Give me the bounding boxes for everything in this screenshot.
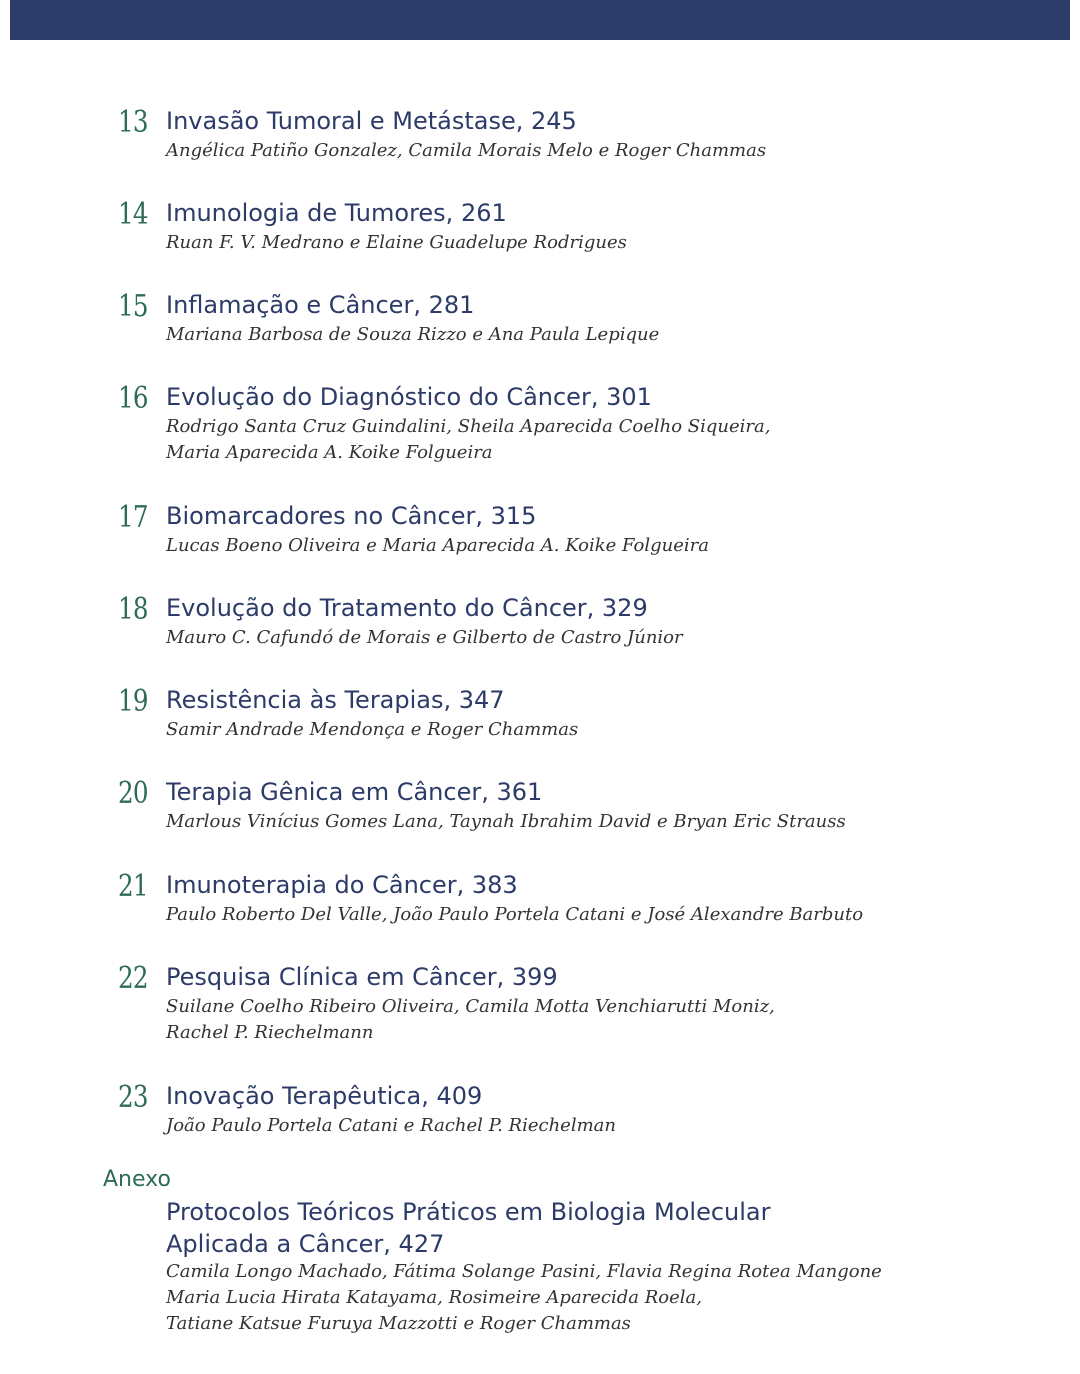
author-line: Rachel P. Riechelmann — [166, 1022, 374, 1043]
chapter-title: Terapia Gênica em Câncer, 361 — [166, 778, 543, 806]
chapter-title: Biomarcadores no Câncer, 315 — [166, 502, 537, 530]
author-line: Marlous Vinícius Gomes Lana, Taynah Ibrahim David e Bryan Eric Strauss — [166, 811, 846, 832]
chapter-number: 14 — [118, 197, 148, 232]
chapter-number: 15 — [118, 289, 148, 324]
chapter-title: Pesquisa Clínica em Câncer, 399 — [166, 963, 558, 991]
author-line: Lucas Boeno Oliveira e Maria Aparecida A. Koike Folgueira — [166, 535, 710, 556]
chapter-title: Evolução do Diagnóstico do Câncer, 301 — [166, 383, 652, 411]
chapter-authors — [166, 533, 709, 559]
chapter-authors — [166, 1113, 616, 1139]
author-line: Angélica Patiño Gonzalez, Camila Morais Melo e Roger Chammas — [166, 140, 767, 161]
chapter-number: 21 — [118, 869, 148, 904]
chapter-number: 18 — [118, 592, 148, 627]
chapter-title: Inovação Terapêutica, 409 — [166, 1082, 483, 1110]
annex-label: Anexo — [103, 1167, 171, 1192]
annex-authors — [166, 1259, 882, 1337]
author-line: Samir Andrade Mendonça e Roger Chammas — [166, 719, 579, 740]
chapter-authors — [166, 809, 846, 835]
chapter-number: 22 — [118, 961, 148, 996]
chapter-authors — [166, 230, 627, 256]
chapter-authors — [166, 322, 659, 348]
author-line: Paulo Roberto Del Valle, João Paulo Portela Catani e José Alexandre Barbuto — [166, 904, 864, 925]
chapter-authors — [166, 625, 683, 651]
annex-title[interactable] — [166, 1196, 770, 1260]
author-line: Mariana Barbosa de Souza Rizzo e Ana Paula Lepique — [166, 324, 660, 345]
chapter-number: 13 — [118, 105, 148, 140]
chapter-authors — [166, 717, 578, 743]
chapter-title: Inflamação e Câncer, 281 — [166, 291, 475, 319]
author-line: João Paulo Portela Catani e Rachel P. Riechelman — [166, 1115, 616, 1136]
author-line: Rodrigo Santa Cruz Guindalini, Sheila Aparecida Coelho Siqueira, — [166, 416, 771, 437]
chapter-number: 17 — [118, 500, 148, 535]
author-line: Maria Aparecida A. Koike Folgueira — [166, 442, 493, 463]
chapter-number: 16 — [118, 381, 148, 416]
chapter-authors — [166, 902, 863, 928]
chapter-number: 20 — [118, 776, 148, 811]
chapter-title: Invasão Tumoral e Metástase, 245 — [166, 107, 577, 135]
author-line: Camila Longo Machado, Fátima Solange Pasini, Flavia Regina Rotea Mangone — [166, 1261, 882, 1282]
author-line: Ruan F. V. Medrano e Elaine Guadelupe Rodrigues — [166, 232, 627, 253]
chapter-title: Resistência às Terapias, 347 — [166, 686, 505, 714]
author-line: Suilane Coelho Ribeiro Oliveira, Camila Motta Venchiarutti Moniz, — [166, 996, 775, 1017]
header-band — [10, 0, 1070, 40]
author-line: Tatiane Katsue Furuya Mazzotti e Roger Chammas — [166, 1313, 631, 1334]
chapter-title: Imunologia de Tumores, 261 — [166, 199, 507, 227]
annex-title-line: Aplicada a Câncer, 427 — [166, 1230, 445, 1258]
author-line: Mauro C. Cafundó de Morais e Gilberto de Castro Júnior — [166, 627, 683, 648]
chapter-title: Evolução do Tratamento do Câncer, 329 — [166, 594, 648, 622]
annex-title-line: Protocolos Teóricos Práticos em Biologia Molecular — [166, 1198, 771, 1226]
chapter-authors — [166, 138, 766, 164]
chapter-authors — [166, 414, 770, 466]
author-line: Maria Lucia Hirata Katayama, Rosimeire Aparecida Roela, — [166, 1287, 702, 1308]
chapter-authors — [166, 994, 775, 1046]
chapter-number: 23 — [118, 1080, 148, 1115]
chapter-number: 19 — [118, 684, 148, 719]
chapter-title: Imunoterapia do Câncer, 383 — [166, 871, 518, 899]
